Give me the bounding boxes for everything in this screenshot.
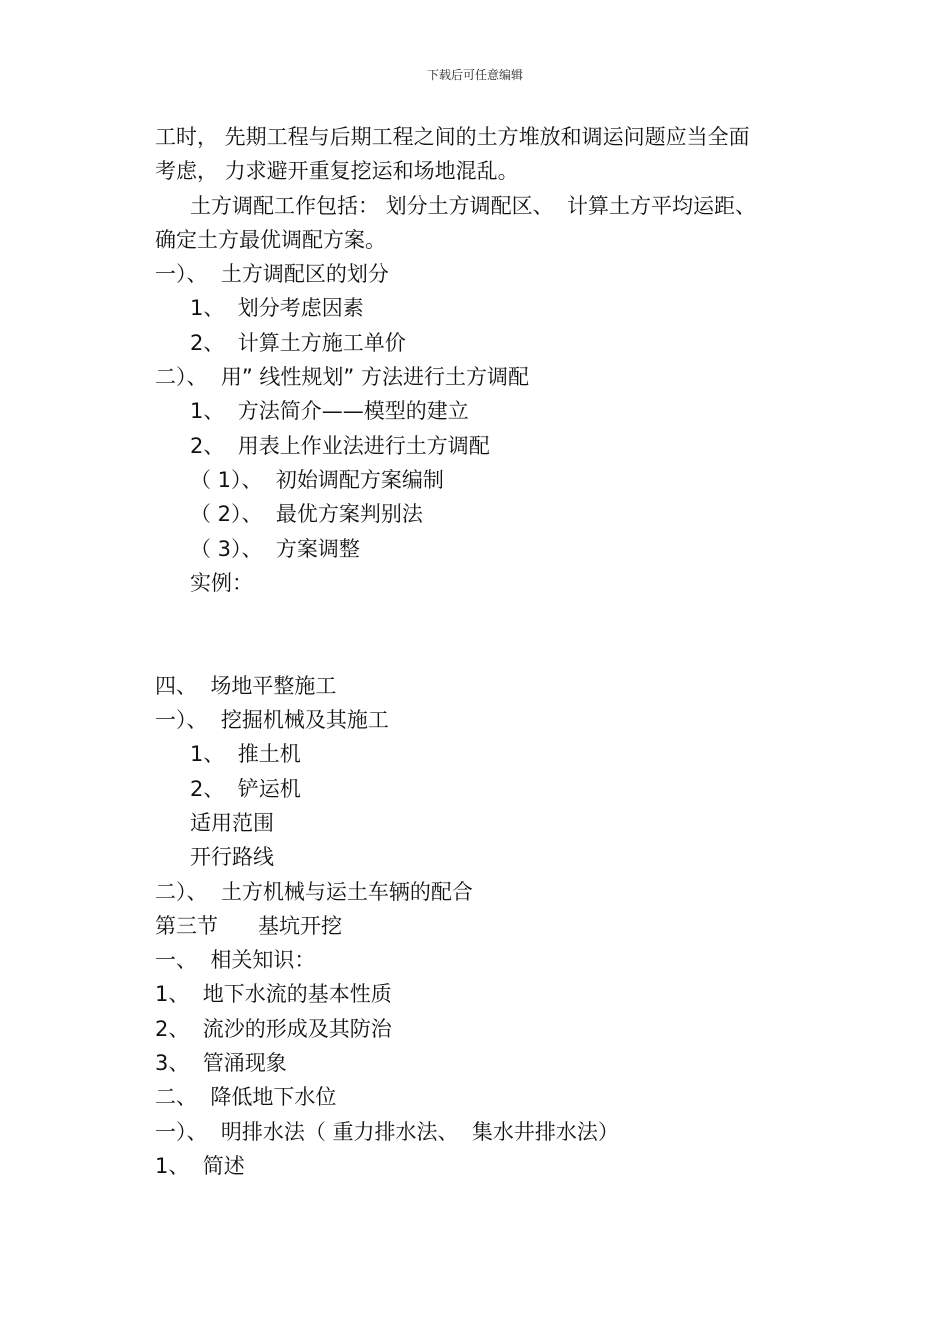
- list-item: 适用范围: [190, 810, 274, 835]
- sub-list-item: （ 3）、 方案调整: [190, 536, 360, 561]
- document-body: [155, 120, 815, 1183]
- section-heading: 四、 场地平整施工: [155, 673, 337, 698]
- paragraph-line: 工时， 先期工程与后期工程之间的土方堆放和调运问题应当全面: [155, 125, 750, 149]
- section-heading: 一）、 挖掘机械及其施工: [155, 708, 389, 733]
- list-item: 1、 推土机: [190, 742, 301, 767]
- list-item: 3、 管涌现象: [155, 1051, 287, 1076]
- sub-list-item: （ 2）、 最优方案判别法: [190, 502, 423, 527]
- list-item: 1、 划分考虑因素: [190, 296, 364, 321]
- list-item: 2、 铲运机: [190, 776, 301, 801]
- list-item: 2、 计算土方施工单价: [190, 330, 406, 355]
- list-item: 1、 简述: [155, 1153, 245, 1178]
- list-item: 开行路线: [190, 845, 274, 870]
- section-heading: 二）、 用” 线性规划” 方法进行土方调配: [155, 365, 529, 390]
- blank-space: [155, 600, 815, 669]
- list-item: 1、 方法简介——模型的建立: [190, 399, 469, 424]
- section-heading: 一）、 土方调配区的划分: [155, 262, 389, 287]
- paragraph-line: 土方调配工作包括： 划分土方调配区、 计算土方平均运距、: [190, 193, 757, 218]
- section-heading: 一）、 明排水法（ 重力排水法、 集水井排水法）: [155, 1119, 619, 1144]
- list-item: 2、 用表上作业法进行土方调配: [190, 433, 490, 458]
- list-item: 1、 地下水流的基本性质: [155, 982, 392, 1007]
- paragraph-line: 考虑， 力求避开重复挖运和场地混乱。: [155, 159, 519, 184]
- page-header: 下载后可任意编辑: [426, 68, 523, 82]
- paragraph-line: 确定土方最优调配方案。: [155, 227, 386, 252]
- section-heading: 二）、 土方机械与运土车辆的配合: [155, 879, 473, 904]
- section-heading: 一、 相关知识：: [155, 948, 316, 973]
- sub-list-item: （ 1）、 初始调配方案编制: [190, 467, 444, 492]
- chapter-heading: 第三节 基坑开挖: [155, 913, 343, 938]
- section-heading: 二、 降低地下水位: [155, 1085, 337, 1110]
- example-label: 实例：: [190, 570, 253, 595]
- list-item: 2、 流沙的形成及其防治: [155, 1016, 392, 1041]
